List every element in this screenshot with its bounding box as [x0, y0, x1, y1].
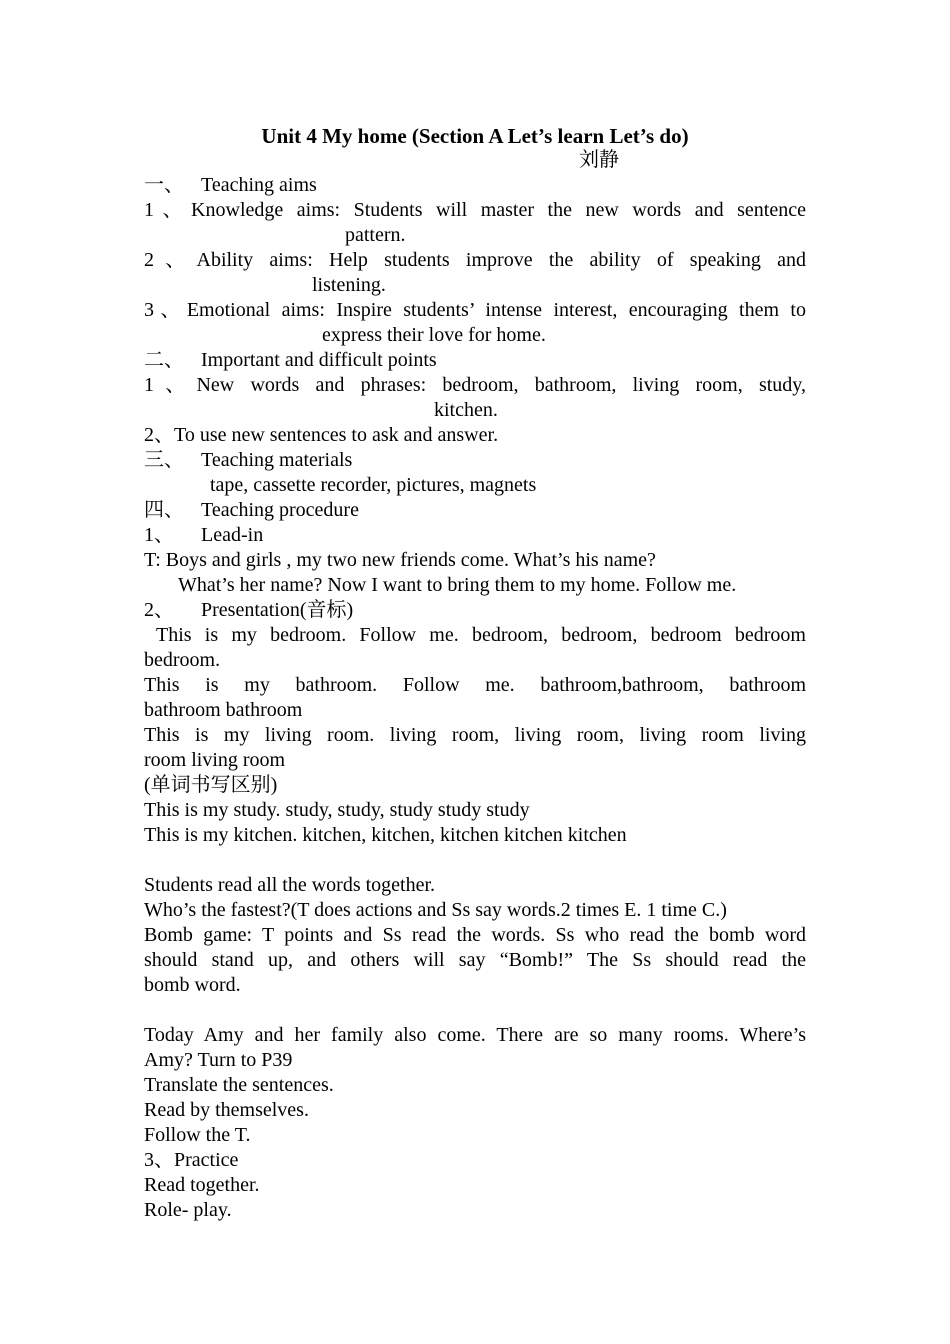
document-title: Unit 4 My home (Section A Let’s learn Let’s do): [261, 124, 689, 148]
lead-in-line-2: What’s her name? Now I want to bring them to my home. Follow me.: [178, 574, 737, 596]
living-room-line-2: room living room: [144, 749, 286, 771]
aim-ability: 2、Ability aims: Help students improve the ability of speaking and: [144, 249, 806, 271]
blank-line: [144, 998, 806, 1023]
lead-in-line-1: T: Boys and girls , my two new friends come. What’s his name?: [144, 549, 656, 571]
bomb-game-line-3: bomb word.: [144, 974, 241, 996]
step-presentation: [144, 598, 806, 623]
aim-emotional-cont: express their love for home.: [322, 324, 546, 346]
aim-knowledge-cont: pattern.: [345, 224, 406, 246]
bomb-game-line-2: should stand up, and others will say “Bomb!” The Ss should read the: [144, 949, 806, 971]
blank-line: [144, 848, 806, 873]
step-practice: 3、Practice: [144, 1149, 239, 1171]
bedroom-line-1: This is my bedroom. Follow me. bedroom, bedroom, bedroom bedroom: [156, 624, 806, 646]
bathroom-line-2: bathroom bathroom: [144, 699, 303, 721]
amy-line-2: Amy? Turn to P39: [144, 1049, 293, 1071]
section-label: Teaching materials: [201, 449, 353, 471]
step-number: 1、: [144, 524, 174, 546]
step-label: Lead-in: [201, 524, 264, 546]
section-number: 三、: [144, 449, 184, 471]
read-self-line: Read by themselves.: [144, 1099, 309, 1121]
section-heading-materials: [144, 448, 806, 473]
section-label: Important and difficult points: [201, 349, 437, 371]
bedroom-line-2: bedroom.: [144, 649, 221, 671]
aim-emotional: 3、Emotional aims: Inspire students’ intense interest, encouraging them to: [144, 299, 806, 321]
point-new-words: 1、New words and phrases: bedroom, bathroom, living room, study,: [144, 374, 806, 396]
section-label: Teaching aims: [201, 174, 317, 196]
aim-knowledge: 1、Knowledge aims: Students will master the new words and sentence: [144, 199, 806, 221]
translate-line: Translate the sentences.: [144, 1074, 334, 1096]
spelling-note: (单词书写区别): [144, 774, 278, 796]
follow-line: Follow the T.: [144, 1124, 251, 1146]
living-room-line-1: This is my living room. living room, living room, living room living: [144, 724, 806, 746]
point-sentences: 2、To use new sentences to ask and answer.: [144, 424, 499, 446]
materials-list: tape, cassette recorder, pictures, magnets: [210, 474, 537, 496]
section-heading-points: [144, 348, 806, 373]
point-new-words-cont: kitchen.: [434, 399, 498, 421]
fastest-line: Who’s the fastest?(T does actions and Ss say words.2 times E. 1 time C.): [144, 899, 727, 921]
read-all-line: Students read all the words together.: [144, 874, 436, 896]
author-name: 刘静: [579, 149, 619, 171]
bathroom-line-1: This is my bathroom. Follow me. bathroom,bathroom, bathroom: [144, 674, 806, 696]
amy-line-1: Today Amy and her family also come. There are so many rooms. Where’s: [144, 1024, 806, 1046]
step-number: 2、: [144, 599, 174, 621]
bomb-game-line-1: Bomb game: T points and Ss read the words. Ss who read the bomb word: [144, 924, 806, 946]
section-number: 二、: [144, 349, 184, 371]
read-together-line: Read together.: [144, 1174, 260, 1196]
kitchen-line: This is my kitchen. kitchen, kitchen, kitchen kitchen kitchen: [144, 824, 627, 846]
section-heading-aims: [144, 173, 806, 198]
section-number: 一、: [144, 174, 184, 196]
step-label: Presentation(音标): [201, 599, 354, 621]
role-play-line: Role- play.: [144, 1199, 232, 1221]
step-lead-in: [144, 523, 806, 548]
document-body: [144, 124, 806, 1223]
section-heading-procedure: [144, 498, 806, 523]
section-label: Teaching procedure: [201, 499, 359, 521]
study-line: This is my study. study, study, study study study: [144, 799, 530, 821]
section-number: 四、: [144, 499, 184, 521]
aim-ability-cont: listening.: [312, 274, 386, 296]
